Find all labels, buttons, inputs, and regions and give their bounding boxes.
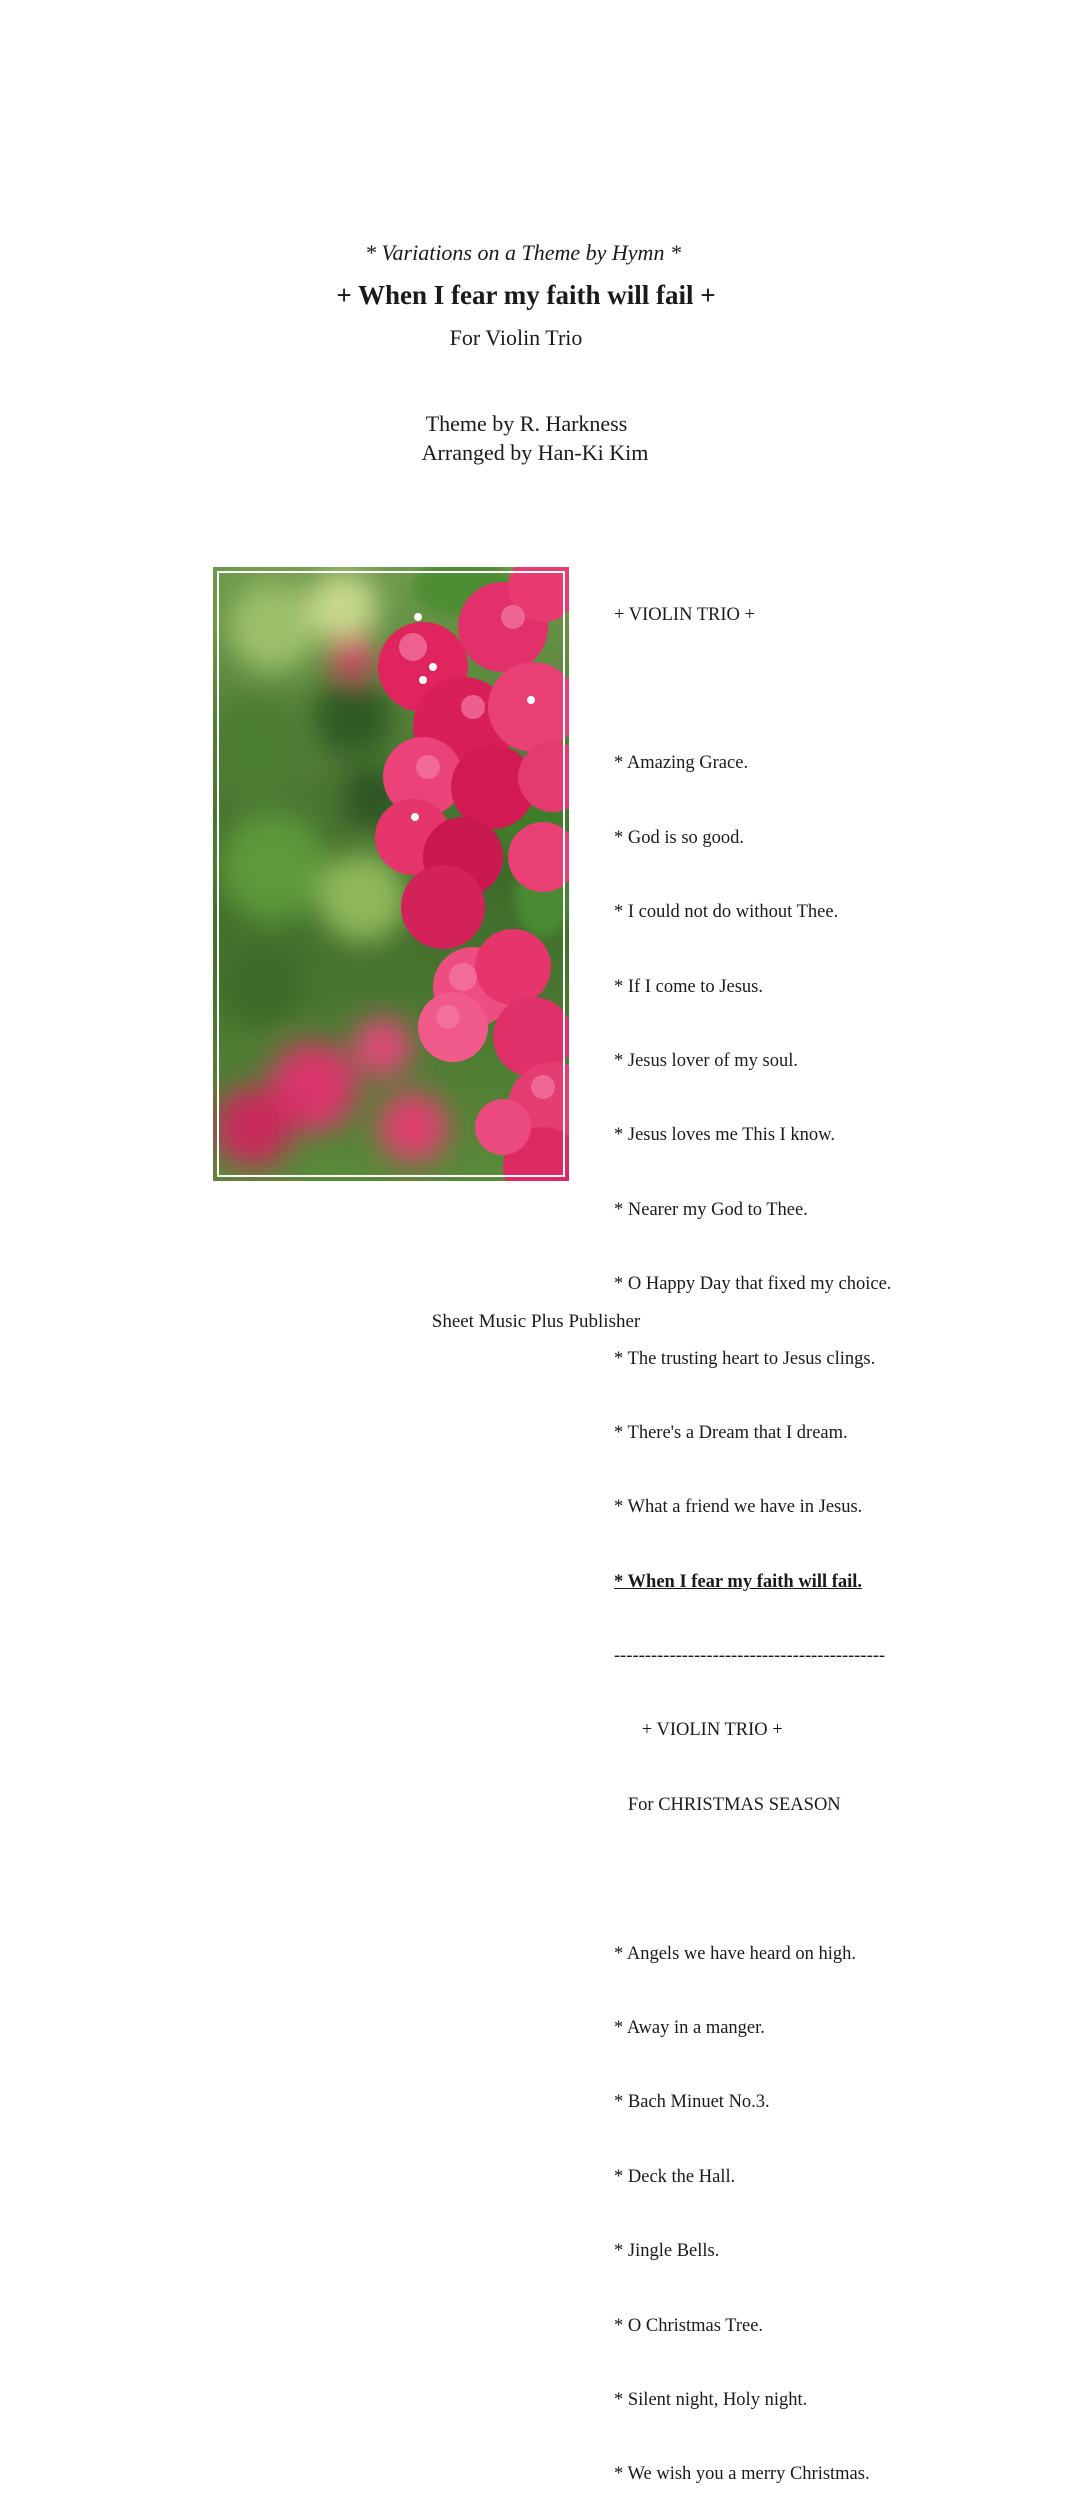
instrumentation: For Violin Trio	[449, 325, 583, 350]
list-item: * I could not do without Thee.	[614, 902, 839, 923]
list-item: * Angels we have heard on high.	[614, 1943, 856, 1964]
page-title: + When I fear my faith will fail +	[336, 280, 716, 310]
list-item: * Away in a manger.	[614, 2018, 765, 2039]
list-item: * Jesus loves me This I know.	[614, 1125, 835, 1146]
list-spacer	[614, 1867, 891, 1892]
list-item: * O Christmas Tree.	[614, 2315, 764, 2336]
list-item: * If I come to Jesus.	[614, 976, 763, 997]
list-item: * God is so good.	[614, 827, 745, 848]
list-item: * Silent night, Holy night.	[614, 2389, 808, 2410]
bougainvillea-photo	[213, 567, 569, 1181]
list-item: * Amazing Grace.	[614, 753, 749, 774]
title-list	[614, 553, 891, 2512]
list-item: * O Happy Day that fixed my choice.	[614, 1274, 892, 1295]
list-item: * We wish you a merry Christmas.	[614, 2464, 870, 2485]
theme-credit: Theme by R. Harkness	[425, 411, 628, 436]
list-item: * What a friend we have in Jesus.	[614, 1497, 863, 1518]
divider: --------------------------------------------	[614, 1646, 886, 1667]
list-spacer	[614, 677, 891, 702]
publisher: Sheet Music Plus Publisher	[431, 1311, 641, 1332]
current-title-item: * When I fear my faith will fail.	[614, 1571, 863, 1592]
series-subtitle: * Variations on a Theme by Hymn *	[365, 240, 681, 265]
list-item: * Bach Minuet No.3.	[614, 2092, 770, 2113]
arranger-credit: Arranged by Han-Ki Kim	[421, 440, 649, 465]
list-item: * Jesus lover of my soul.	[614, 1050, 798, 1071]
list-item: * There's a Dream that I dream.	[614, 1422, 848, 1443]
list-item: * Jingle Bells.	[614, 2241, 720, 2262]
list-item: * Deck the Hall.	[614, 2166, 736, 2187]
list-item: * Nearer my God to Thee.	[614, 1199, 808, 1220]
christmas-heading: + VIOLIN TRIO +	[614, 1720, 783, 1741]
violin-trio-heading: + VIOLIN TRIO +	[614, 604, 755, 625]
christmas-subheading: For CHRISTMAS SEASON	[614, 1794, 841, 1815]
list-item: * The trusting heart to Jesus clings.	[614, 1348, 876, 1369]
